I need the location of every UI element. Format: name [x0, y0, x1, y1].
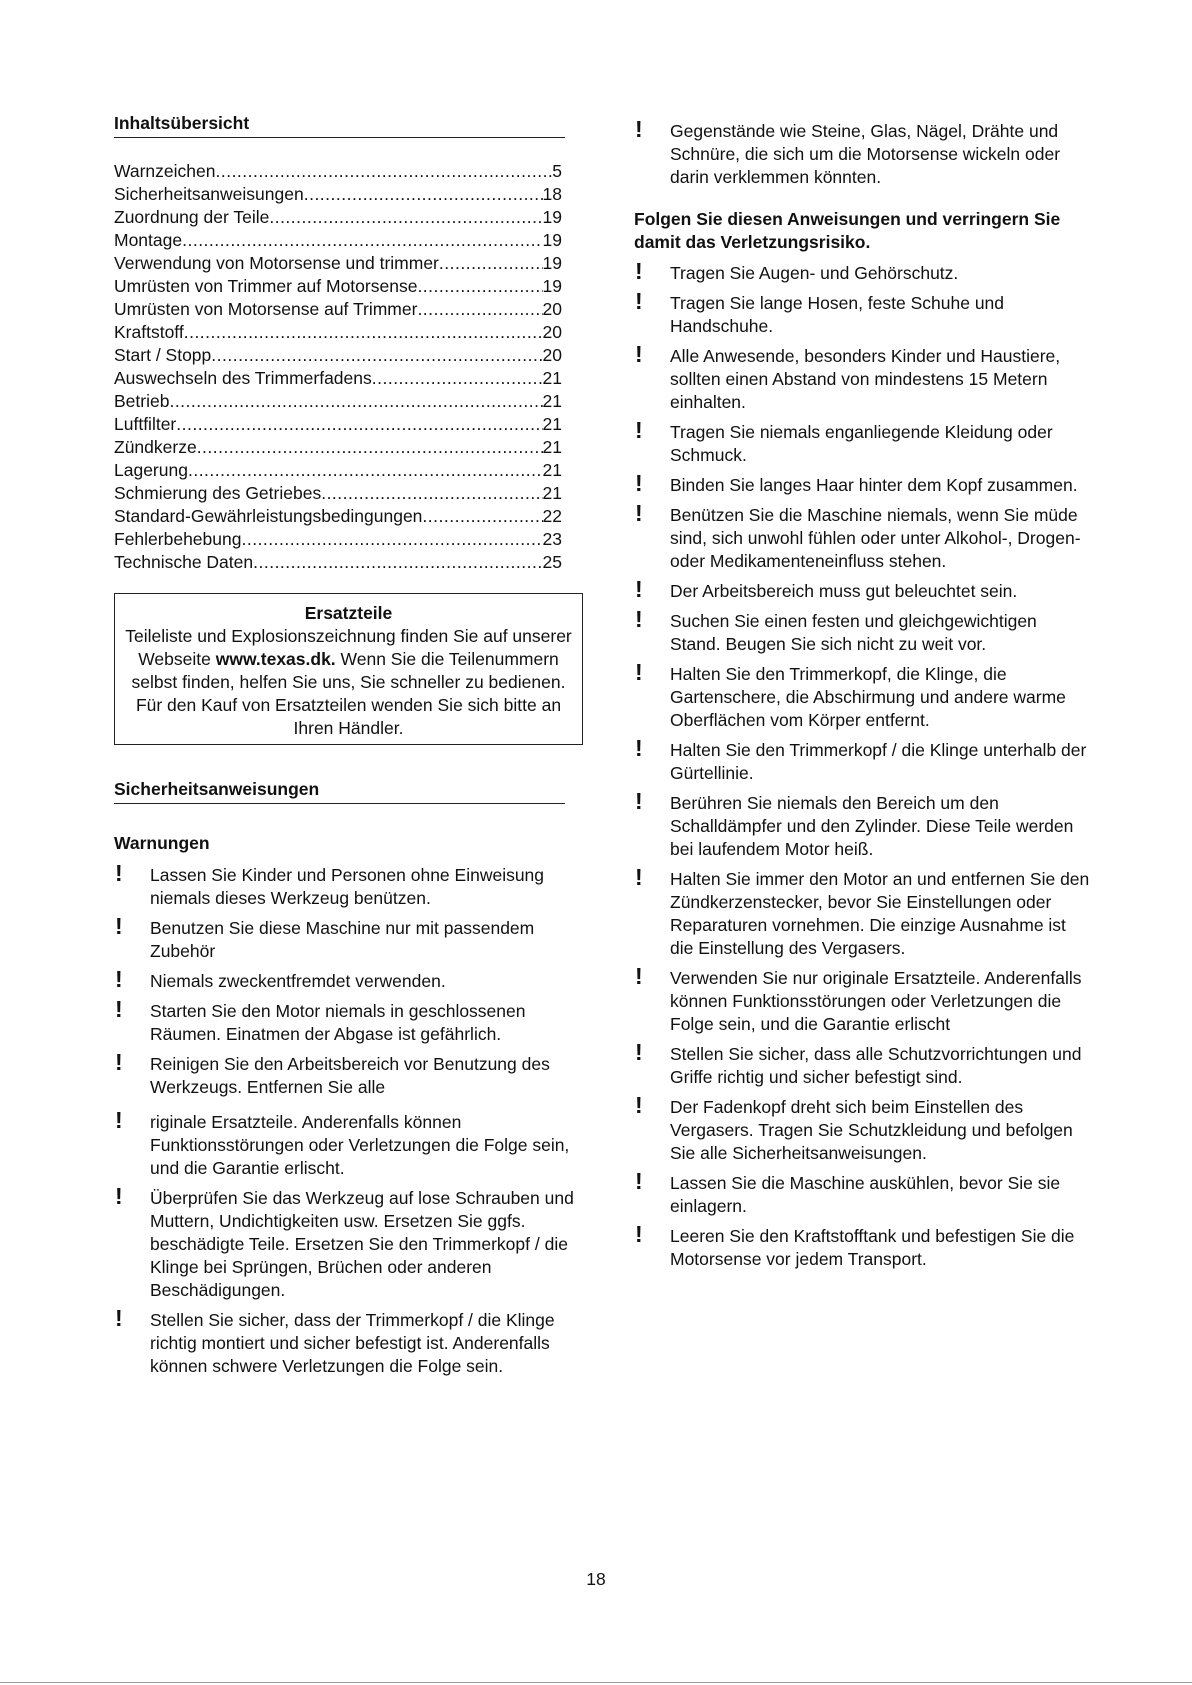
toc-item — [114, 344, 562, 367]
toc-item — [114, 390, 562, 413]
warning-item — [114, 913, 584, 963]
toc-item-page: 23 — [542, 529, 562, 549]
exclamation-icon: ! — [635, 1039, 643, 1065]
warning-item — [634, 470, 1090, 497]
toc-item — [114, 367, 562, 390]
toc-item — [114, 229, 562, 252]
toc-item-label: Umrüsten von Motorsense auf Trimmer — [114, 299, 418, 319]
toc-item-page: 19 — [542, 230, 562, 250]
warning-text: Niemals zweckentfremdet verwenden. — [150, 971, 446, 991]
exclamation-icon: ! — [635, 735, 643, 761]
toc-item-label: Zündkerze — [114, 437, 197, 457]
exclamation-icon: ! — [635, 116, 643, 142]
warnings-right-top-list — [634, 116, 1090, 189]
toc-item — [114, 528, 562, 551]
right-column — [634, 116, 1090, 1271]
toc-leader-dots — [321, 482, 542, 505]
toc-title: Inhaltsübersicht — [114, 112, 565, 138]
warning-text: Binden Sie langes Haar hinter dem Kopf zusammen. — [670, 475, 1078, 495]
exclamation-icon: ! — [635, 659, 643, 685]
warning-item — [634, 500, 1090, 573]
warning-text: Tragen Sie Augen- und Gehörschutz. — [670, 263, 959, 283]
warning-text: Tragen Sie lange Hosen, feste Schuhe und Handschuhe. — [670, 293, 1005, 336]
warning-text: Reinigen Sie den Arbeitsbereich vor Benutzung des Werkzeugs. Entfernen Sie alle — [150, 1054, 550, 1097]
exclamation-icon: ! — [635, 963, 643, 989]
toc-leader-dots — [417, 298, 542, 321]
warning-item — [634, 1168, 1090, 1218]
spare-parts-title: Ersatzteile — [304, 603, 393, 623]
warning-text: Der Arbeitsbereich muss gut beleuchtet sein. — [670, 581, 1018, 601]
toc-item-label: Start / Stopp — [114, 345, 212, 365]
exclamation-icon: ! — [115, 1305, 123, 1331]
warning-item — [634, 417, 1090, 467]
warning-text: Halten Sie immer den Motor an und entfernen Sie den Zündkerzenstecker, bevor Sie Einstellungen oder Reparaturen vornehmen. Die einzige Ausnahme ist die Einstellung des Vergasers. — [670, 869, 1090, 958]
warning-item — [634, 735, 1090, 785]
exclamation-icon: ! — [635, 576, 643, 602]
exclamation-icon: ! — [115, 1183, 123, 1209]
exclamation-icon: ! — [635, 258, 643, 284]
exclamation-icon: ! — [635, 500, 643, 526]
exclamation-icon: ! — [115, 1107, 123, 1133]
toc-item-label: Standard-Gewährleistungsbedingungen — [114, 506, 423, 526]
exclamation-icon: ! — [635, 288, 643, 314]
toc-item-page: 19 — [542, 253, 562, 273]
warning-text: Alle Anwesende, besonders Kinder und Haustiere, sollten einen Abstand von mindestens 15 Metern einhalten. — [670, 346, 1061, 412]
warning-text: Der Fadenkopf dreht sich beim Einstellen des Vergasers. Tragen Sie Schutzkleidung und befolgen Sie alle Sicherheitsanweisungen. — [670, 1097, 1073, 1163]
toc-item-label: Auswechseln des Trimmerfadens — [114, 368, 372, 388]
toc-item-page: 5 — [552, 161, 562, 181]
toc-leader-dots — [241, 528, 542, 551]
warning-item — [634, 606, 1090, 656]
toc-item-label: Sicherheitsanweisungen — [114, 184, 304, 204]
warnings-title: Warnungen — [114, 833, 210, 853]
safety-title: Sicherheitsanweisungen — [114, 778, 565, 804]
exclamation-icon: ! — [115, 913, 123, 939]
toc-item-label: Schmierung des Getriebes — [114, 483, 322, 503]
warning-item — [634, 1092, 1090, 1165]
toc-item-page: 20 — [542, 299, 562, 319]
warning-text: Benützen Sie die Maschine niemals, wenn Sie müde sind, sich unwohl fühlen oder unter Alkohol-, Drogen- oder Medikamenteneinfluss stehen. — [670, 505, 1081, 571]
toc-item — [114, 298, 562, 321]
toc-item-label: Warnzeichen — [114, 161, 216, 181]
warning-item — [114, 966, 584, 993]
toc-item-page: 21 — [542, 460, 562, 480]
exclamation-icon: ! — [635, 1092, 643, 1118]
toc-item — [114, 436, 562, 459]
website-link: www.texas.dk. — [215, 649, 336, 669]
warning-text: Benutzen Sie diese Maschine nur mit passendem Zubehör — [150, 918, 535, 961]
toc-item-page: 19 — [542, 207, 562, 227]
toc-item-label: Umrüsten von Trimmer auf Motorsense — [114, 276, 418, 296]
toc-item — [114, 459, 562, 482]
toc-item — [114, 505, 562, 528]
toc-leader-dots — [417, 275, 542, 298]
toc-item — [114, 183, 562, 206]
warning-item — [114, 860, 584, 910]
warning-item — [114, 1183, 584, 1302]
exclamation-icon: ! — [115, 1049, 123, 1075]
warning-item — [634, 1221, 1090, 1271]
toc-item-page: 19 — [542, 276, 562, 296]
warnings-left-list — [114, 860, 584, 1378]
toc-item-page: 18 — [542, 184, 562, 204]
table-of-contents — [114, 160, 562, 574]
toc-leader-dots — [169, 390, 542, 413]
left-column — [114, 112, 584, 1378]
exclamation-icon: ! — [115, 860, 123, 886]
toc-item-label: Montage — [114, 230, 183, 250]
toc-item-label: Zuordnung der Teile — [114, 207, 270, 227]
warning-item — [634, 788, 1090, 861]
warning-item — [634, 659, 1090, 732]
warning-item — [634, 864, 1090, 960]
warning-text: Halten Sie den Trimmerkopf, die Klinge, die Gartenschere, die Abschirmung und andere warme Oberflächen vom Körper entfernt. — [670, 664, 1066, 730]
exclamation-icon: ! — [115, 996, 123, 1022]
toc-item-page: 21 — [542, 368, 562, 388]
warning-item — [634, 258, 1090, 285]
toc-item-page: 21 — [542, 483, 562, 503]
warning-item — [114, 1107, 584, 1180]
toc-leader-dots — [211, 344, 542, 367]
warning-text: Verwenden Sie nur originale Ersatzteile. Anderenfalls können Funktionsstörungen oder Verletzungen die Folge sein, und die Garantie erlischt — [670, 968, 1082, 1034]
warning-item — [634, 1039, 1090, 1089]
bottom-rule — [0, 1682, 1192, 1683]
warning-item — [634, 963, 1090, 1036]
toc-item — [114, 275, 562, 298]
toc-item-label: Kraftstoff — [114, 322, 184, 342]
exclamation-icon: ! — [635, 606, 643, 632]
exclamation-icon: ! — [635, 417, 643, 443]
warnings-right-list — [634, 258, 1090, 1271]
warning-text: Stellen Sie sicher, dass der Trimmerkopf / die Klinge richtig montiert und sicher befestigt ist. Anderenfalls können schwere Verletzungen die Folge sein. — [150, 1310, 555, 1376]
toc-item-page: 25 — [542, 552, 562, 572]
warning-text: Suchen Sie einen festen und gleichgewichtigen Stand. Beugen Sie sich nicht zu weit vor. — [670, 611, 1037, 654]
toc-item-label: Lagerung — [114, 460, 188, 480]
toc-item-page: 20 — [542, 345, 562, 365]
warning-text: Gegenstände wie Steine, Glas, Nägel, Drähte und Schnüre, die sich um die Motorsense wickeln oder darin verklemmen könnten. — [670, 121, 1061, 187]
toc-item-label: Verwendung von Motorsense und trimmer — [114, 253, 439, 273]
toc-item-page: 21 — [542, 391, 562, 411]
warning-item — [634, 116, 1090, 189]
exclamation-icon: ! — [635, 864, 643, 890]
spare-parts-box — [114, 593, 583, 745]
warning-text: Berühren Sie niemals den Bereich um den Schalldämpfer und den Zylinder. Diese Teile werden bei laufendem Motor heiß. — [670, 793, 1074, 859]
risk-title: Folgen Sie diesen Anweisungen und verringern Sie damit das Verletzungsrisiko. — [634, 209, 1061, 252]
exclamation-icon: ! — [635, 341, 643, 367]
toc-leader-dots — [439, 252, 543, 275]
warning-item — [634, 288, 1090, 338]
toc-item-page: 21 — [542, 437, 562, 457]
toc-leader-dots — [422, 505, 542, 528]
toc-item-page: 20 — [542, 322, 562, 342]
toc-leader-dots — [182, 229, 542, 252]
warning-text: Halten Sie den Trimmerkopf / die Klinge unterhalb der Gürtellinie. — [670, 740, 1087, 783]
toc-item-label: Luftfilter — [114, 414, 177, 434]
toc-leader-dots — [304, 183, 543, 206]
toc-item-page: 21 — [542, 414, 562, 434]
warning-text: Leeren Sie den Kraftstofftank und befestigen Sie die Motorsense vor jedem Transport. — [670, 1226, 1075, 1269]
toc-item — [114, 206, 562, 229]
page-number: 18 — [586, 1569, 606, 1589]
exclamation-icon: ! — [635, 788, 643, 814]
toc-leader-dots — [197, 436, 543, 459]
exclamation-icon: ! — [635, 470, 643, 496]
exclamation-icon: ! — [635, 1168, 643, 1194]
spare-parts-text: Teileliste und Explosionszeichnung finden Sie auf unserer Webseite www.texas.dk. Wenn Sie die Teilenummern selbst finden, helfen Sie uns, Sie schneller zu bedienen. Für den Kauf von Ersatzteilen wenden Sie sich bitte an Ihren Händler. — [125, 626, 572, 738]
exclamation-icon: ! — [635, 1221, 643, 1247]
warning-text: Stellen Sie sicher, dass alle Schutzvorrichtungen und Griffe richtig und sicher befestigt sind. — [670, 1044, 1082, 1087]
warning-text: Lassen Sie Kinder und Personen ohne Einweisung niemals dieses Werkzeug benützen. — [150, 865, 545, 908]
warning-text: Lassen Sie die Maschine auskühlen, bevor Sie sie einlagern. — [670, 1173, 1061, 1216]
warning-item — [114, 1049, 584, 1099]
toc-leader-dots — [188, 459, 543, 482]
toc-item — [114, 321, 562, 344]
toc-leader-dots — [253, 551, 542, 574]
toc-item — [114, 252, 562, 275]
exclamation-icon: ! — [115, 966, 123, 992]
toc-item-label: Technische Daten — [114, 552, 254, 572]
toc-leader-dots — [372, 367, 543, 390]
toc-item — [114, 551, 562, 574]
toc-item-label: Fehlerbehebung — [114, 529, 242, 549]
warning-item — [634, 341, 1090, 414]
toc-item-label: Betrieb — [114, 391, 170, 411]
toc-leader-dots — [184, 321, 543, 344]
toc-leader-dots — [215, 160, 552, 183]
toc-leader-dots — [176, 413, 542, 436]
warning-item — [114, 1305, 584, 1378]
toc-item — [114, 160, 562, 183]
warning-text: riginale Ersatzteile. Anderenfalls können Funktionsstörungen oder Verletzungen die Folge sein, und die Garantie erlischt. — [150, 1112, 570, 1178]
toc-item — [114, 482, 562, 505]
toc-item-page: 22 — [542, 506, 562, 526]
warning-text: Starten Sie den Motor niemals in geschlossenen Räumen. Einatmen der Abgase ist gefährlich. — [150, 1001, 526, 1044]
toc-item — [114, 413, 562, 436]
warning-item — [114, 996, 584, 1046]
warning-text: Tragen Sie niemals enganliegende Kleidung oder Schmuck. — [670, 422, 1053, 465]
warning-text: Überprüfen Sie das Werkzeug auf lose Schrauben und Muttern, Undichtigkeiten usw. Ersetzen Sie ggfs. beschädigte Teile. Ersetzen Sie den Trimmerkopf / die Klinge bei Sprüngen, Brüchen oder anderen Beschädigungen. — [150, 1188, 574, 1300]
warning-item — [634, 576, 1090, 603]
toc-leader-dots — [269, 206, 542, 229]
